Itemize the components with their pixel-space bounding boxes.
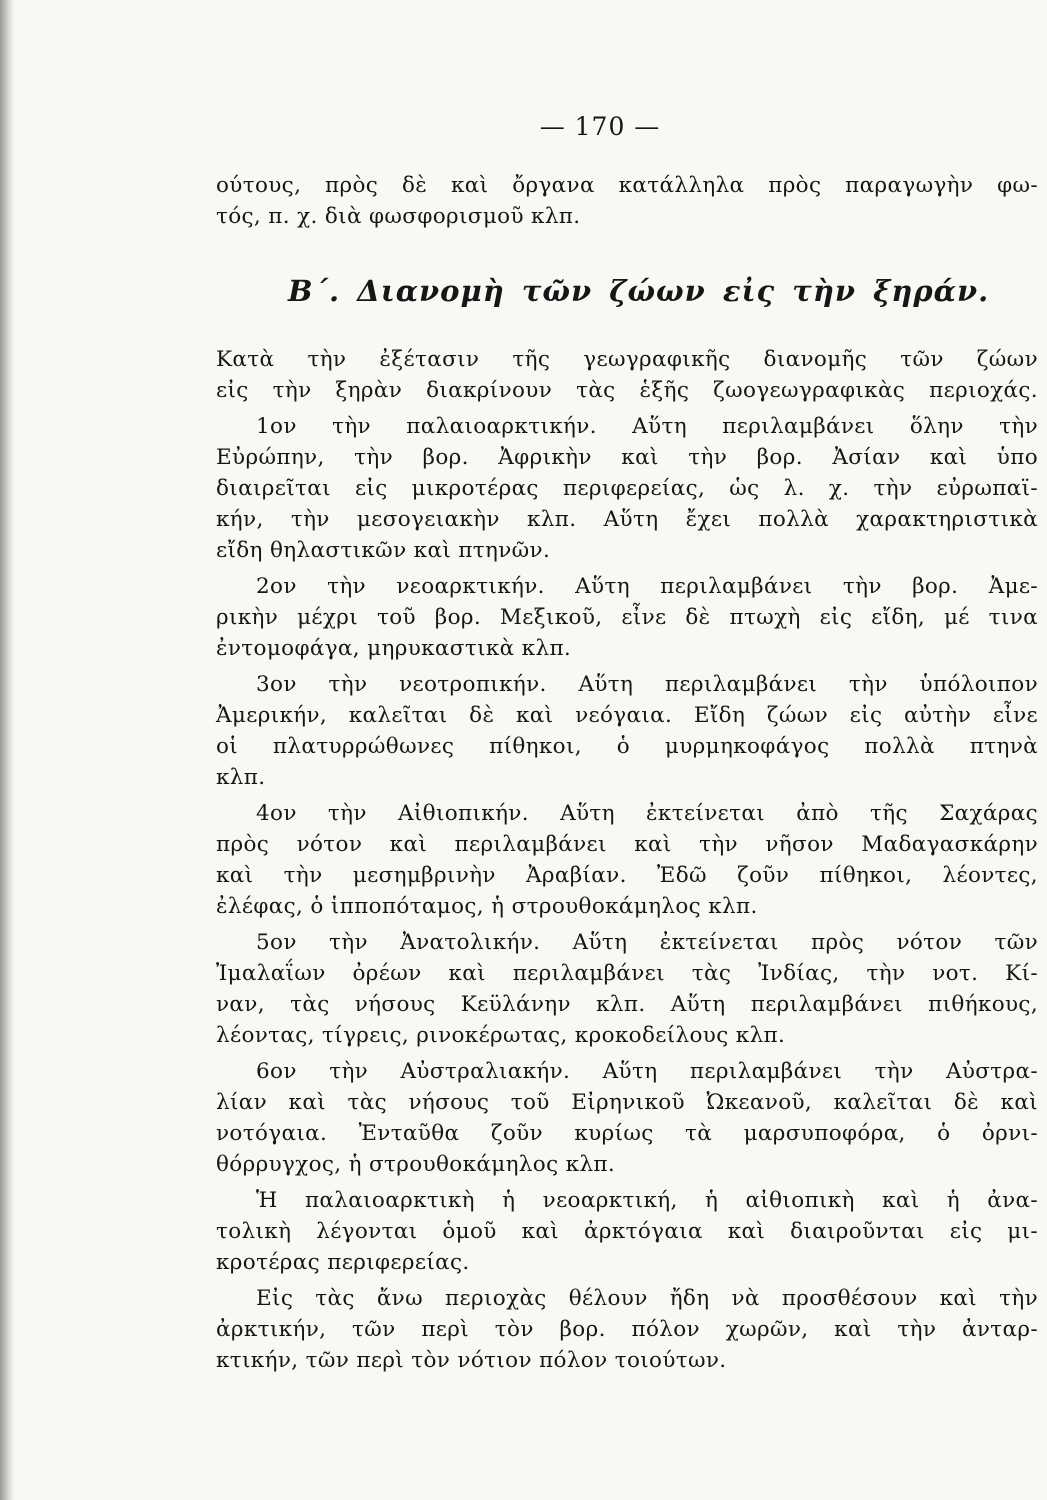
text-line: 5ον τὴν Ἀνατολικήν. Αὕτη ἐκτείνεται πρὸς νότον τῶν: [256, 930, 1038, 955]
text-line: κτικήν, τῶν περὶ τὸν νότιον πόλον τοιούτων.: [216, 1348, 727, 1373]
binding-edge: [0, 0, 14, 1500]
text-line: κλπ.: [216, 765, 266, 790]
text-line: 3ον τὴν νεοτροπικήν. Αὕτη περιλαμβάνει τὴν ὑπόλοιπον: [256, 672, 1038, 697]
text-line: εἴδη θηλαστικῶν καὶ πτηνῶν.: [216, 538, 551, 563]
page-body: [216, 170, 1038, 1376]
text-line: Εὐρώπην, τὴν βορ. Ἀφρικὴν καὶ τὴν βορ. Ἀσίαν καὶ ὑπο: [216, 445, 1038, 470]
text-line: θόρρυγχος, ἡ στρουθοκάμηλος κλπ.: [216, 1152, 616, 1177]
text-line: Ἀμερικήν, καλεῖται δὲ καὶ νεόγαια. Εἴδη ζώων εἰς αὐτὴν εἶνε: [216, 703, 1038, 728]
page-number: — 170 —: [539, 112, 661, 141]
text-line: Ἡ παλαιοαρκτικὴ ἡ νεοαρκτική, ἡ αἰθιοπικὴ καὶ ἡ ἀνα-: [256, 1188, 1038, 1213]
text-line: οἱ πλατυρρώθωνες πίθηκοι, ὁ μυρμηκοφάγος πολλὰ πτηνὰ: [216, 734, 1038, 759]
text-line: ἐντομοφάγα, μηρυκαστικὰ κλπ.: [216, 636, 572, 661]
text-line: ἀρκτικήν, τῶν περὶ τὸν βορ. πόλον χωρῶν, καὶ τὴν ἀνταρ-: [216, 1317, 1038, 1342]
text-line: Εἰς τὰς ἄνω περιοχὰς θέλουν ἤδη νὰ προσθέσουν καὶ τὴν: [256, 1286, 1038, 1311]
text-line: διαιρεῖται εἰς μικροτέρας περιφερείας, ὡς λ. χ. τὴν εὐρωπαϊ-: [216, 476, 1038, 501]
text-line: Ἰμαλαΐων ὀρέων καὶ περιλαμβάνει τὰς Ἰνδίας, τὴν νοτ. Κί-: [216, 961, 1038, 986]
text-line: ναν, τὰς νήσους Κεϋλάνην κλπ. Αὕτη περιλαμβάνει πιθήκους,: [216, 992, 1038, 1017]
text-line: 4ον τὴν Αἰθιοπικήν. Αὕτη ἐκτείνεται ἀπὸ τῆς Σαχάρας: [256, 801, 1038, 826]
text-line: Κατὰ τὴν ἐξέτασιν τῆς γεωγραφικῆς διανομῆς τῶν ζώων: [216, 347, 1038, 372]
text-line: νοτόγαια. Ἐνταῦθα ζοῦν κυρίως τὰ μαρσυποφόρα, ὁ ὀρνι-: [216, 1121, 1038, 1146]
text-line: λέοντας, τίγρεις, ρινοκέρωτας, κροκοδείλους κλπ.: [216, 1023, 786, 1048]
text-line: κήν, τὴν μεσογειακὴν κλπ. Αὕτη ἔχει πολλὰ χαρακτηριστικὰ: [216, 507, 1038, 532]
text-line: τός, π. χ. διὰ φωσφορισμοῦ κλπ.: [216, 204, 581, 229]
text-line: εἰς τὴν ξηρὰν διακρίνουν τὰς ἑξῆς ζωογεωγραφικὰς περιοχάς.: [216, 378, 1038, 403]
text-line: ούτους, πρὸς δὲ καὶ ὄργανα κατάλληλα πρὸς παραγωγὴν φω-: [216, 173, 1038, 198]
text-line: ἐλέφας, ὁ ἱπποπόταμος, ἡ στρουθοκάμηλος κλπ.: [216, 894, 758, 919]
text-line: λίαν καὶ τὰς νήσους τοῦ Εἰρηνικοῦ Ὠκεανοῦ, καλεῖται δὲ καὶ: [216, 1090, 1038, 1115]
section-heading: Β΄. Διανομὴ τῶν ζώων εἰς τὴν ξηράν.: [288, 274, 990, 308]
text-line: κροτέρας περιφερείας.: [216, 1250, 470, 1275]
text-line: 1ον τὴν παλαιοαρκτικήν. Αὕτη περιλαμβάνει ὅλην τὴν: [256, 414, 1038, 439]
text-line: ρικὴν μέχρι τοῦ βορ. Μεξικοῦ, εἶνε δὲ πτωχὴ εἰς εἴδη, μέ τινα: [216, 605, 1038, 630]
text-line: καὶ τὴν μεσημβρινὴν Ἀραβίαν. Ἐδῶ ζοῦν πίθηκοι, λέοντες,: [216, 863, 1038, 888]
text-line: 2ον τὴν νεοαρκτικήν. Αὕτη περιλαμβάνει τὴν βορ. Ἀμε-: [256, 574, 1038, 599]
text-line: πρὸς νότον καὶ περιλαμβάνει καὶ τὴν νῆσον Μαδαγασκάρην: [216, 832, 1038, 857]
text-line: 6ον τὴν Αὐστραλιακήν. Αὕτη περιλαμβάνει τὴν Αὐστρα-: [256, 1059, 1038, 1084]
text-line: τολικὴ λέγονται ὁμοῦ καὶ ἀρκτόγαια καὶ διαιροῦνται εἰς μι-: [216, 1219, 1038, 1244]
